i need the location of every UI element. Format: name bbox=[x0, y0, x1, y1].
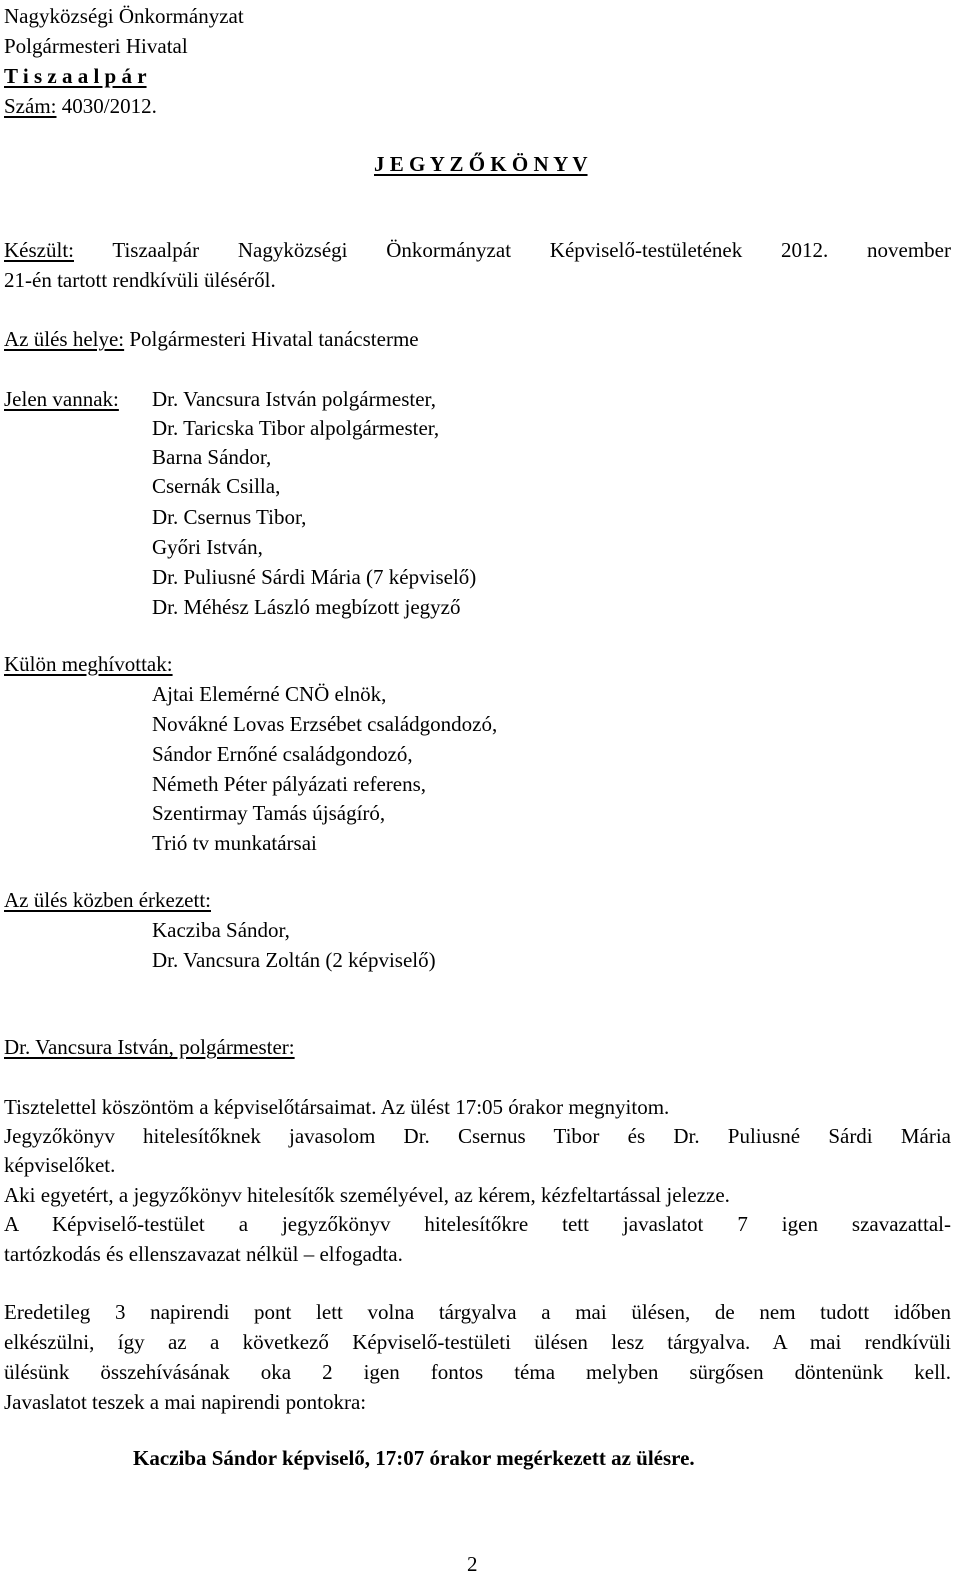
body-line: Javaslatot teszek a mai napirendi pontokra: bbox=[4, 1390, 367, 1414]
invited-item: Németh Péter pályázati referens, bbox=[152, 772, 427, 796]
file-number-label: Szám: bbox=[4, 94, 57, 118]
file-number bbox=[4, 92, 157, 120]
body-line: Aki egyetért, a jegyzőkönyv hitelesítők személyével, az kérem, kézfeltartással jelezze. bbox=[4, 1183, 730, 1207]
meeting-place bbox=[4, 325, 419, 353]
document-title: J E G Y Z Ő K Ö N Y V bbox=[374, 152, 588, 176]
arrival-note: Kacziba Sándor képviselő, 17:07 órakor megérkezett az ülésre. bbox=[133, 1446, 695, 1470]
org-name: Nagyközségi Önkormányzat bbox=[4, 4, 244, 28]
invited-item: Trió tv munkatársai bbox=[152, 831, 317, 855]
arrived-item: Kacziba Sándor, bbox=[152, 918, 290, 942]
present-label: Jelen vannak: bbox=[4, 387, 119, 411]
arrived-label: Az ülés közben érkezett: bbox=[4, 888, 211, 912]
body-line: Jegyzőkönyv hitelesítőknek javasolom Dr. Csernus Tibor és Dr. Puliusné Sárdi Mária bbox=[4, 1124, 951, 1148]
present-item: Győri István, bbox=[152, 535, 263, 559]
invited-label: Külön meghívottak: bbox=[4, 652, 173, 676]
body-line: elkészülni, így az a következő Képviselő-testületi ülésen lesz tárgyalva. A mai rendkívüli bbox=[4, 1330, 951, 1354]
speaker-heading: Dr. Vancsura István, polgármester: bbox=[4, 1035, 295, 1059]
present-item: Csernák Csilla, bbox=[152, 474, 281, 498]
invited-item: Novákné Lovas Erzsébet családgondozó, bbox=[152, 712, 498, 736]
arrived-item: Dr. Vancsura Zoltán (2 képviselő) bbox=[152, 948, 436, 972]
body-line: ülésünk összehívásának oka 2 igen fontos téma melyben sürgősen döntenünk kell. bbox=[4, 1360, 951, 1384]
made-line-2: 21-én tartott rendkívüli üléséről. bbox=[4, 268, 276, 292]
body-line: képviselőket. bbox=[4, 1153, 116, 1177]
file-number-value: 4030/2012. bbox=[56, 94, 157, 118]
present-item: Dr. Vancsura István polgármester, bbox=[152, 387, 436, 411]
made-text: Tiszaalpár Nagyközségi Önkormányzat Képviselő-testületének 2012. november bbox=[73, 238, 951, 262]
body-line: tartózkodás és ellenszavazat nélkül – elfogadta. bbox=[4, 1242, 403, 1266]
body-line: A Képviselő-testület a jegyzőkönyv hitelesítőkre tett javaslatot 7 igen szavazattal- bbox=[4, 1212, 951, 1236]
page-number: 2 bbox=[467, 1552, 478, 1576]
town-name: T i s z a a l p á r bbox=[4, 64, 147, 88]
made-line-1 bbox=[4, 236, 951, 264]
present-item: Dr. Taricska Tibor alpolgármester, bbox=[152, 416, 440, 440]
body-line: Eredetileg 3 napirendi pont lett volna tárgyalva a mai ülésen, de nem tudott időben bbox=[4, 1300, 951, 1324]
place-value: Polgármesteri Hivatal tanácsterme bbox=[124, 327, 419, 351]
invited-item: Ajtai Elemérné CNÖ elnök, bbox=[152, 682, 387, 706]
body-line: Tisztelettel köszöntöm a képviselőtársaimat. Az ülést 17:05 órakor megnyitom. bbox=[4, 1095, 670, 1119]
made-label: Készült: bbox=[4, 238, 74, 262]
invited-item: Sándor Ernőné családgondozó, bbox=[152, 742, 413, 766]
office-name: Polgármesteri Hivatal bbox=[4, 34, 188, 58]
present-item: Dr. Méhész László megbízott jegyző bbox=[152, 595, 461, 619]
place-label: Az ülés helye: bbox=[4, 327, 125, 351]
present-item: Dr. Csernus Tibor, bbox=[152, 505, 307, 529]
present-item: Dr. Puliusné Sárdi Mária (7 képviselő) bbox=[152, 565, 477, 589]
present-item: Barna Sándor, bbox=[152, 445, 272, 469]
invited-item: Szentirmay Tamás újságíró, bbox=[152, 801, 386, 825]
